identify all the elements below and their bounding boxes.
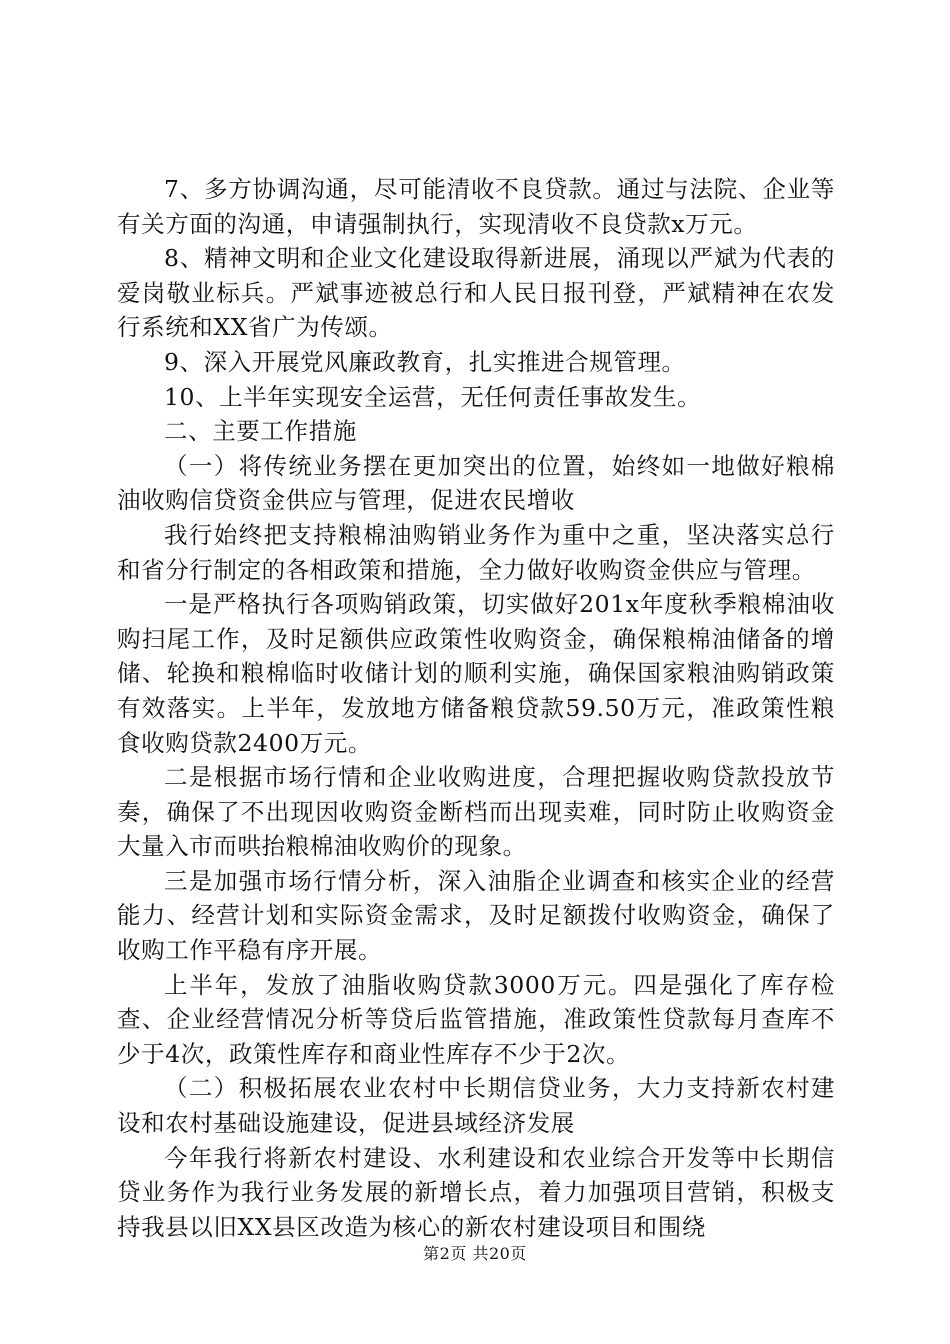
paragraph-body: 上半年，发放了油脂收购贷款3000万元。四是强化了库存检查、企业经营情况分析等贷后监管措施，准政策性贷款每月查库不少于4次，政策性库存和商业性库存不少于2次。 bbox=[117, 970, 835, 1068]
document-body bbox=[117, 172, 835, 1244]
paragraph-body: 我行始终把支持粮棉油购销业务作为重中之重，坚决落实总行和省分行制定的各相政策和措施，全力做好收购资金供应与管理。 bbox=[117, 520, 835, 584]
subsection-heading-1: （一）将传统业务摆在更加突出的位置，始终如一地做好粮棉油收购信贷资金供应与管理，促进农民增收 bbox=[117, 451, 835, 515]
paragraph-body: 一是严格执行各项购销政策，切实做好201x年度秋季粮棉油收购扫尾工作，及时足额供应政策性收购资金，确保粮棉油储备的增储、轮换和粮棉临时收储计划的顺利实施，确保国家粮油购销政策有效落实。上半年，发放地方储备粮贷款59.50万元，准政策性粮食收购贷款2400万元。 bbox=[117, 590, 835, 757]
section-heading-measures: 二、主要工作措施 bbox=[164, 417, 357, 446]
paragraph-body: 二是根据市场行情和企业收购进度，合理把握收购贷款投放节奏，确保了不出现因收购资金断档而出现卖难，同时防止收购资金大量入市而哄抬粮棉油收购价的现象。 bbox=[117, 763, 835, 861]
paragraph-body: 今年我行将新农村建设、水利建设和农业综合开发等中长期信贷业务作为我行业务发展的新增长点，着力加强项目营销，积极支持我县以旧XX县区改造为核心的新农村建设项目和围绕 bbox=[117, 1143, 835, 1241]
paragraph-item-10: 10、上半年实现安全运营，无任何责任事故发生。 bbox=[164, 382, 702, 411]
paragraph-item-8: 8、精神文明和企业文化建设取得新进展，涌现以严斌为代表的爱岗敬业标兵。严斌事迹被总行和人民日报刊登，严斌精神在农发行系统和XX省广为传颂。 bbox=[117, 244, 835, 342]
subsection-heading-2: （二）积极拓展农业农村中长期信贷业务，大力支持新农村建设和农村基础设施建设，促进县域经济发展 bbox=[117, 1074, 835, 1138]
paragraph-item-9: 9、深入开展党风廉政教育，扎实推进合规管理。 bbox=[164, 347, 686, 376]
paragraph-body: 三是加强市场行情分析，深入油脂企业调查和核实企业的经营能力、经营计划和实际资金需求，及时足额拨付收购资金，确保了收购工作平稳有序开展。 bbox=[117, 866, 835, 965]
page-footer: 第2页 共20页 bbox=[423, 1244, 527, 1263]
paragraph-item-7: 7、多方协调沟通，尽可能清收不良贷款。通过与法院、企业等有关方面的沟通，申请强制执行，实现清收不良贷款x万元。 bbox=[117, 175, 835, 238]
